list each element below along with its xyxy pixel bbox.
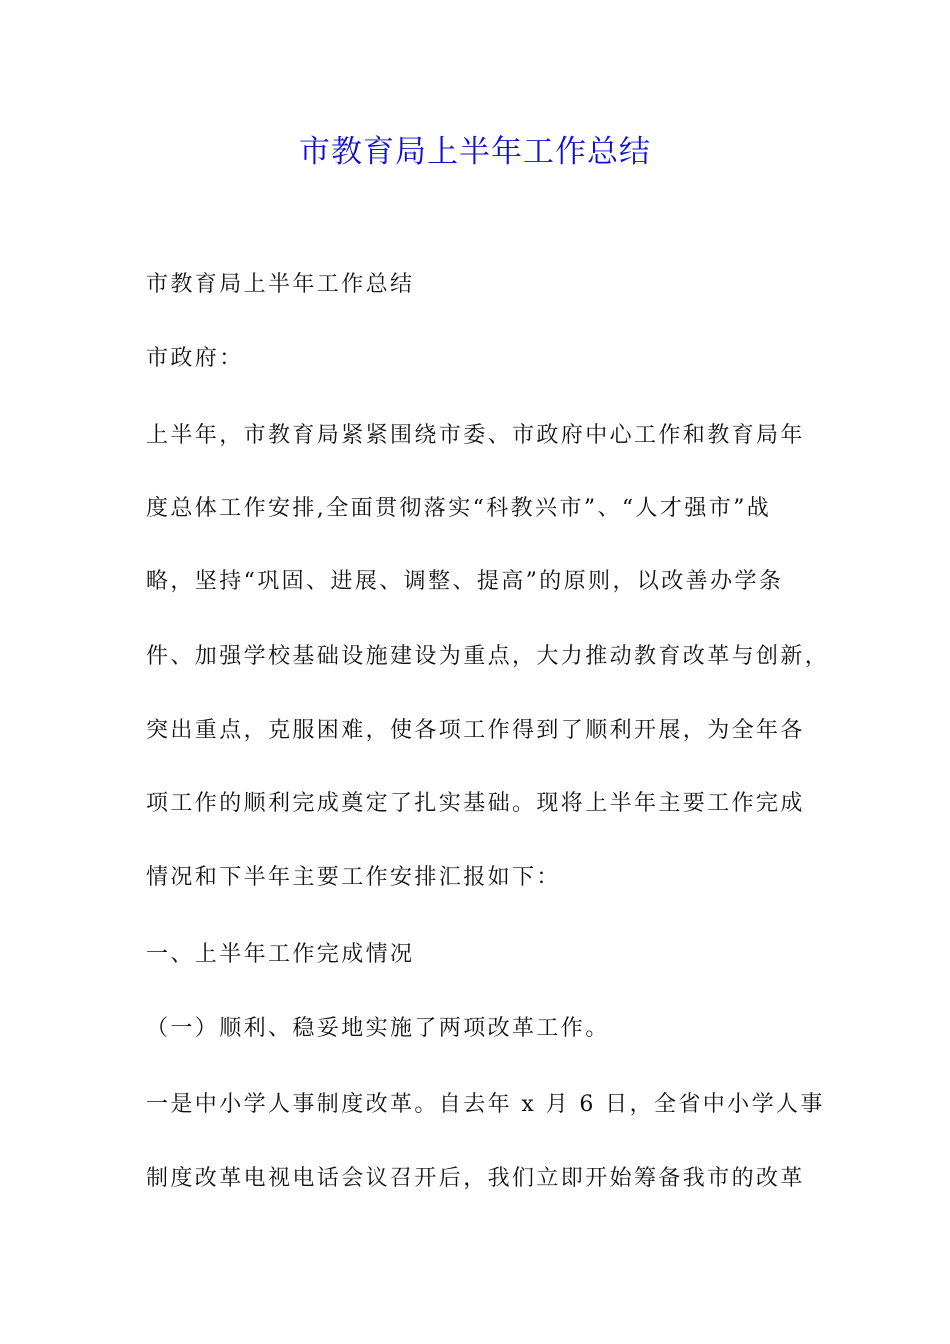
- paragraph-line: 度总体工作安排,全面贯彻落实“科教兴市”、“人才强市”战: [146, 496, 772, 521]
- paragraph-line: 项工作的顺利完成奠定了扎实基础。现将上半年主要工作完成: [146, 791, 805, 816]
- paragraph-line: 件、加强学校基础设施建设为重点，大力推动教育改革与创新，: [146, 644, 830, 669]
- paragraph-line: 上半年，市教育局紧紧围绕市委、市政府中心工作和教育局年: [146, 423, 805, 448]
- paragraph-line: 情况和下半年主要工作安排汇报如下：: [146, 865, 561, 890]
- subsection-heading: （一）顺利、稳妥地实施了两项改革工作。: [146, 1016, 610, 1041]
- paragraph-line: 制度改革电视电话会议召开后，我们立即开始筹备我市的改革: [146, 1166, 805, 1191]
- salutation-line: 市政府：: [146, 346, 244, 371]
- document-title: 市教育局上半年工作总结: [299, 134, 651, 170]
- paragraph-line: 突出重点，克服困难，使各项工作得到了顺利开展，为全年各: [146, 718, 805, 743]
- paragraph-line: 一是中小学人事制度改革。自去年 x 月 6 日，全省中小学人事: [146, 1092, 825, 1117]
- subtitle-line: 市教育局上半年工作总结: [146, 272, 415, 297]
- paragraph-line: 略，坚持“巩固、进展、调整、提高”的原则，以改善办学条: [146, 569, 784, 594]
- section-heading: 一、上半年工作完成情况: [146, 942, 415, 967]
